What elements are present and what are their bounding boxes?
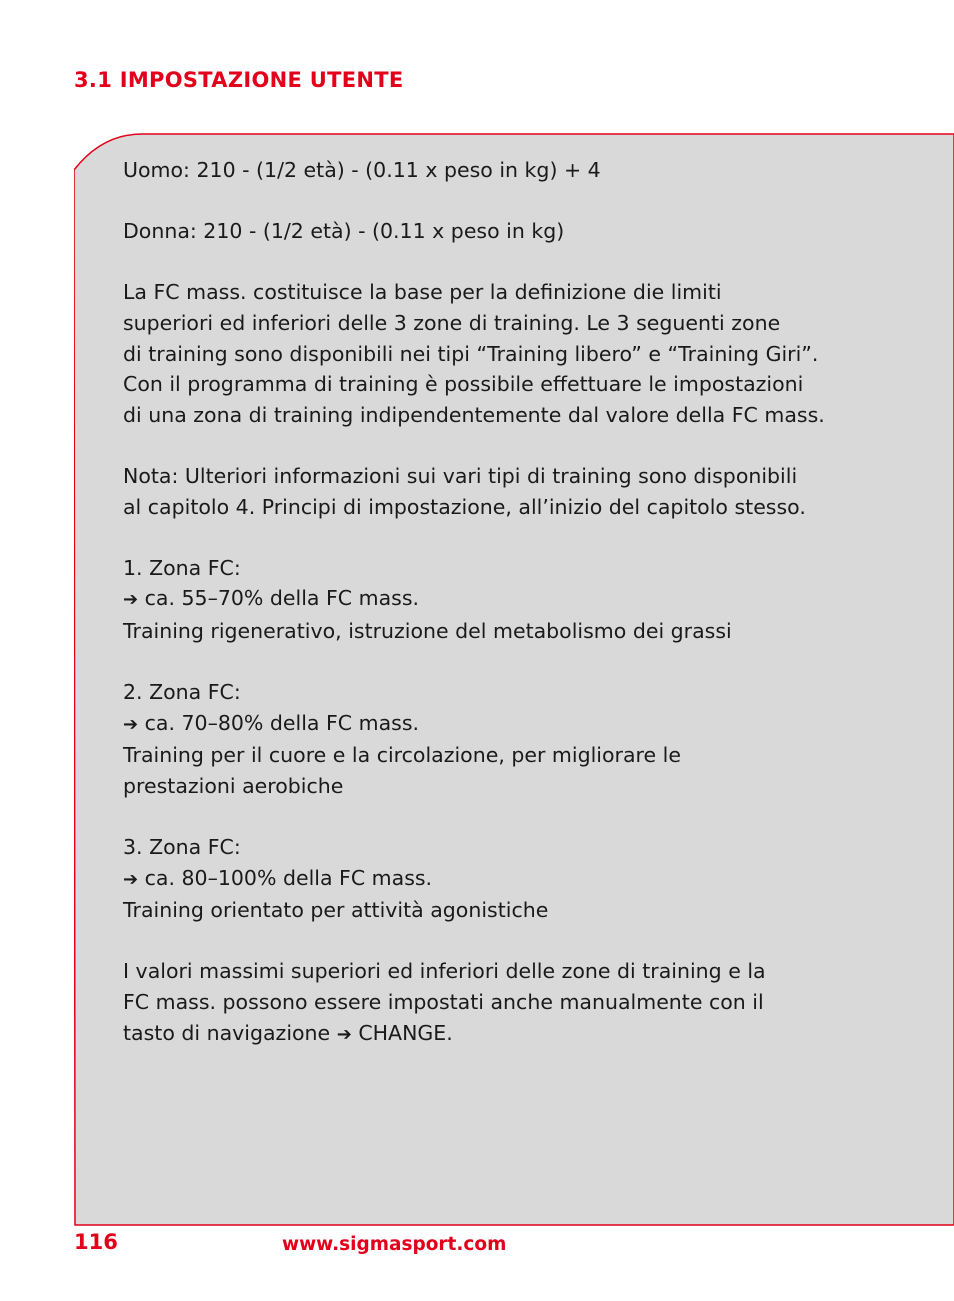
arrow-right-icon: ➔ (123, 589, 139, 611)
arrow-right-icon: ➔ (123, 868, 139, 890)
section-title: 3.1 IMPOSTAZIONE UTENTE (74, 68, 404, 92)
zone-desc: Training orientato per attività agonistiche (123, 898, 549, 923)
arrow-right-icon: ➔ (123, 713, 139, 735)
formula-men: Uomo: 210 - (1/2 età) - (0.11 x peso in kg) + 4 (123, 158, 601, 182)
zone-title: 3. Zona FC: (123, 835, 241, 860)
formula-women: Donna: 210 - (1/2 età) - (0.11 x peso in kg) (123, 219, 565, 244)
zone-title: 2. Zona FC: (123, 680, 241, 705)
zone-1 (123, 553, 883, 647)
zone-title: 1. Zona FC: (123, 555, 241, 580)
body-text (123, 155, 883, 1081)
zone-range: ca. 80–100% della FC mass. (144, 865, 433, 890)
page-number: 116 (74, 1230, 118, 1254)
website-url: www.sigmasport.com (282, 1234, 507, 1255)
zone-desc: prestazioni aerobiche (123, 773, 344, 798)
arrow-right-icon: ➔ (336, 1023, 352, 1045)
note-paragraph: Nota: Ulteriori informazioni sui vari tipi di training sono disponibili al capitolo 4. Principi di impostazione, all’inizio del capitolo stesso. (123, 463, 806, 519)
zone-desc: Training per il cuore e la circolazione, per migliorare le (123, 743, 681, 768)
zone-3 (123, 832, 883, 926)
zone-2 (123, 677, 883, 801)
zone-range: ca. 55–70% della FC mass. (144, 586, 420, 611)
zone-desc: Training rigenerativo, istruzione del metabolismo dei grassi (123, 618, 732, 643)
intro-paragraph: La FC mass. costituisce la base per la definizione die limiti superiori ed inferiori delle 3 zone di training. Le 3 seguenti zone di training sono disponibili nei tipi “Training libero” e “Training Giri”. Con il programma di training è possibile effettuare le impostazioni di una zona di training indipendentemente dal valore della FC mass. (123, 280, 825, 427)
closing-paragraph: I valori massimi superiori ed inferiori delle zone di training e la FC mass. possono essere impostati anche manualmente con il tasto di navigazione ➔ CHANGE. (123, 959, 766, 1045)
zone-range: ca. 70–80% della FC mass. (144, 710, 420, 735)
change-label: CHANGE. (358, 1020, 453, 1045)
